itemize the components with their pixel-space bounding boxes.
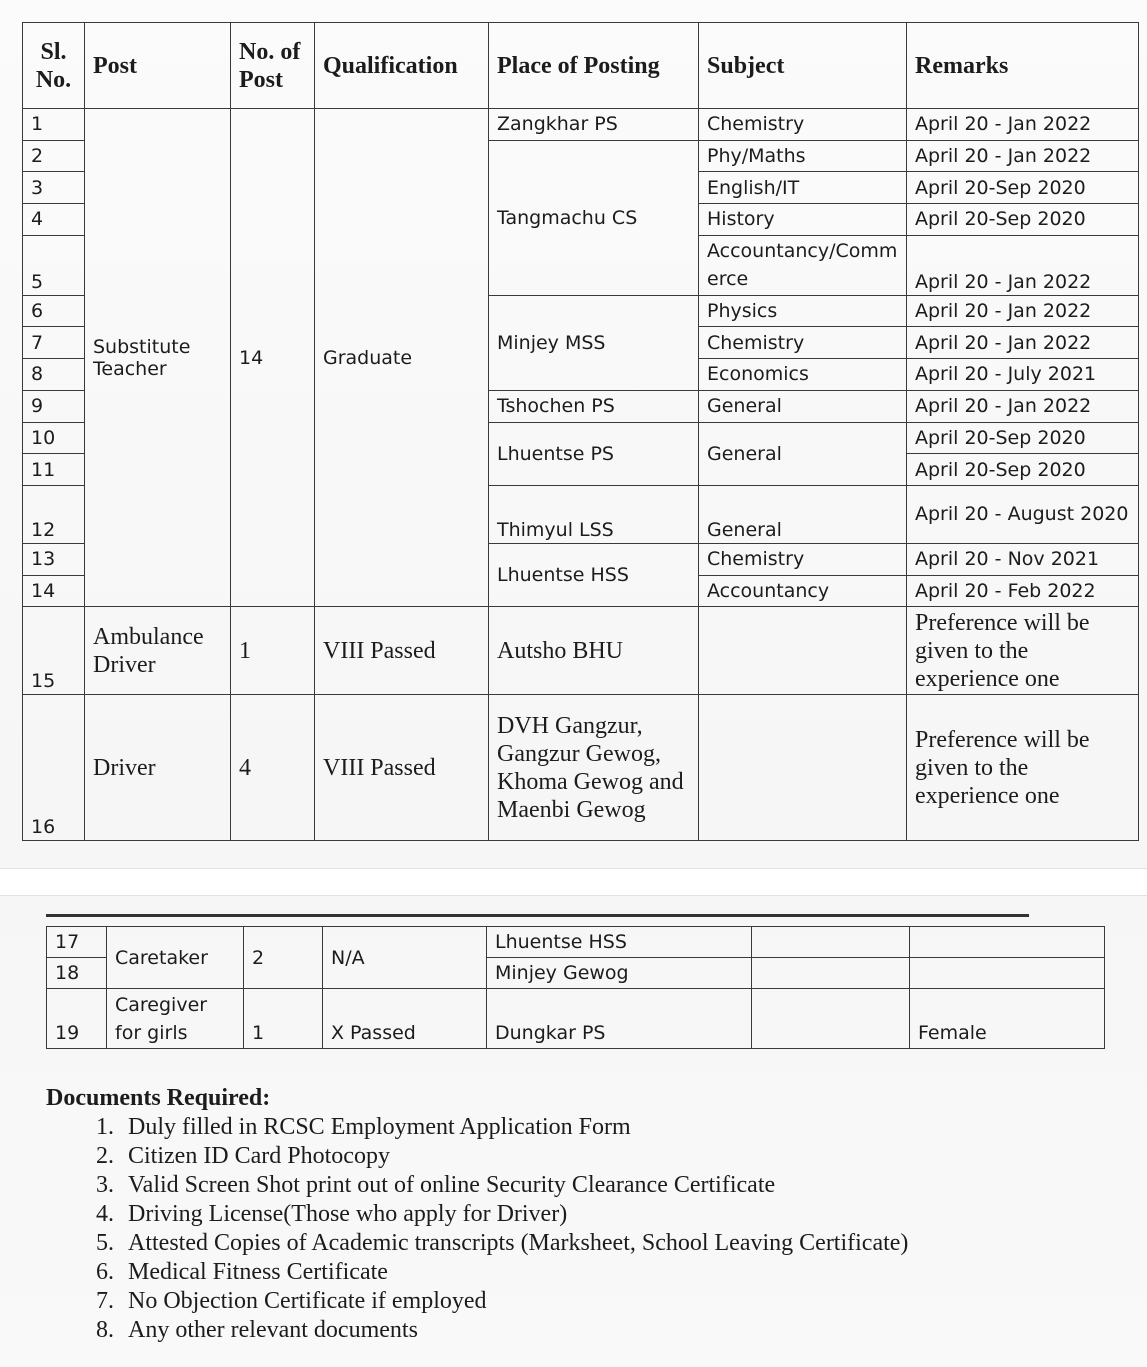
sl-number: 17 bbox=[47, 927, 107, 958]
sl-number: 9 bbox=[23, 390, 85, 422]
remarks-cell: Preference will be given to the experience one bbox=[907, 695, 1139, 841]
remarks-cell: April 20-Sep 2020 bbox=[907, 422, 1139, 454]
place-cell: Zangkhar PS bbox=[489, 109, 699, 141]
table-row bbox=[23, 109, 1139, 141]
post-cell: Caretaker bbox=[107, 927, 244, 989]
sl-number: 2 bbox=[23, 140, 85, 172]
vacancy-table-continued bbox=[46, 926, 1105, 1049]
place-cell: Minjey MSS bbox=[489, 295, 699, 390]
list-item: 3. Valid Screen Shot print out of online Security Clearance Certificate bbox=[120, 1171, 908, 1200]
sl-number: 16 bbox=[23, 695, 85, 841]
header-row bbox=[23, 23, 1139, 109]
no-of-post-cell: 1 bbox=[231, 607, 315, 695]
subject-cell: Accountancy/Commerce bbox=[699, 235, 907, 295]
table-row bbox=[47, 927, 1105, 958]
table-row bbox=[23, 607, 1139, 695]
remarks-cell: April 20 - July 2021 bbox=[907, 359, 1139, 391]
list-item: 4. Driving License(Those who apply for Driver) bbox=[120, 1200, 908, 1229]
no-of-post-cell: 4 bbox=[231, 695, 315, 841]
header-place: Place of Posting bbox=[489, 23, 699, 109]
sl-number: 19 bbox=[47, 989, 107, 1049]
vacancy-table bbox=[22, 22, 1139, 841]
sl-number: 13 bbox=[23, 543, 85, 575]
qualification-cell: VIII Passed bbox=[315, 607, 489, 695]
place-cell: Lhuentse PS bbox=[489, 422, 699, 485]
table-row bbox=[47, 989, 1105, 1049]
place-cell: Tshochen PS bbox=[489, 390, 699, 422]
sl-number: 12 bbox=[23, 485, 85, 543]
place-cell: Lhuentse HSS bbox=[489, 543, 699, 606]
header-remarks: Remarks bbox=[907, 23, 1139, 109]
subject-cell: General bbox=[699, 390, 907, 422]
table-row bbox=[23, 695, 1139, 841]
list-item: 1. Duly filled in RCSC Employment Application Form bbox=[120, 1113, 908, 1142]
list-item: 7. No Objection Certificate if employed bbox=[120, 1287, 908, 1316]
header-qualification: Qualification bbox=[315, 23, 489, 109]
sl-number: 4 bbox=[23, 204, 85, 236]
place-cell: Dungkar PS bbox=[487, 989, 752, 1049]
no-of-post-cell: 2 bbox=[244, 927, 323, 989]
remarks-cell: April 20 - Jan 2022 bbox=[907, 140, 1139, 172]
remarks-cell: April 20 - Feb 2022 bbox=[907, 575, 1139, 607]
sl-number: 18 bbox=[47, 958, 107, 989]
subject-cell: History bbox=[699, 204, 907, 236]
header-subject: Subject bbox=[699, 23, 907, 109]
sl-number: 7 bbox=[23, 327, 85, 359]
post-cell: Caregiver for girls bbox=[107, 989, 244, 1049]
remarks-cell: April 20 - Jan 2022 bbox=[907, 235, 1139, 295]
place-cell: Autsho BHU bbox=[489, 607, 699, 695]
remarks-cell bbox=[910, 958, 1105, 989]
sl-number: 5 bbox=[23, 235, 85, 295]
subject-cell: General bbox=[699, 422, 907, 485]
horizontal-rule bbox=[46, 914, 1029, 917]
subject-cell: Economics bbox=[699, 359, 907, 391]
subject-cell: Physics bbox=[699, 295, 907, 327]
place-cell: Minjey Gewog bbox=[487, 958, 752, 989]
list-item: 2. Citizen ID Card Photocopy bbox=[120, 1142, 908, 1171]
remarks-cell bbox=[910, 927, 1105, 958]
header-sl: Sl. No. bbox=[23, 23, 85, 109]
qualification-cell: X Passed bbox=[323, 989, 487, 1049]
list-item: 8. Any other relevant documents bbox=[120, 1316, 908, 1345]
remarks-cell: Preference will be given to the experience one bbox=[907, 607, 1139, 695]
remarks-cell: April 20-Sep 2020 bbox=[907, 172, 1139, 204]
sl-number: 11 bbox=[23, 454, 85, 486]
subject-cell: Chemistry bbox=[699, 109, 907, 141]
sl-number: 6 bbox=[23, 295, 85, 327]
remarks-cell: April 20 - Jan 2022 bbox=[907, 327, 1139, 359]
sl-number: 1 bbox=[23, 109, 85, 141]
sl-number: 3 bbox=[23, 172, 85, 204]
post-cell: Ambulance Driver bbox=[85, 607, 231, 695]
subject-cell: Chemistry bbox=[699, 327, 907, 359]
sl-number: 14 bbox=[23, 575, 85, 607]
subject-cell bbox=[699, 607, 907, 695]
list-item: 5. Attested Copies of Academic transcripts (Marksheet, School Leaving Certificate) bbox=[120, 1229, 908, 1258]
no-of-post-cell: 14 bbox=[231, 109, 315, 607]
remarks-cell: April 20 - Jan 2022 bbox=[907, 109, 1139, 141]
documents-list bbox=[46, 1113, 908, 1345]
subject-cell bbox=[752, 927, 910, 958]
header-post: Post bbox=[85, 23, 231, 109]
remarks-cell: April 20-Sep 2020 bbox=[907, 204, 1139, 236]
place-cell: Tangmachu CS bbox=[489, 140, 699, 295]
sl-number: 10 bbox=[23, 422, 85, 454]
subject-cell bbox=[699, 695, 907, 841]
place-cell: DVH Gangzur, Gangzur Gewog, Khoma Gewog and Maenbi Gewog bbox=[489, 695, 699, 841]
place-cell: Lhuentse HSS bbox=[487, 927, 752, 958]
subject-cell: General bbox=[699, 485, 907, 543]
sl-number: 8 bbox=[23, 359, 85, 391]
subject-cell: Phy/Maths bbox=[699, 140, 907, 172]
post-cell: Driver bbox=[85, 695, 231, 841]
qualification-cell: N/A bbox=[323, 927, 487, 989]
remarks-cell: April 20 - Jan 2022 bbox=[907, 390, 1139, 422]
qualification-cell: Graduate bbox=[315, 109, 489, 607]
remarks-cell: April 20 - Nov 2021 bbox=[907, 543, 1139, 575]
subject-cell: Chemistry bbox=[699, 543, 907, 575]
subject-cell: English/IT bbox=[699, 172, 907, 204]
no-of-post-cell: 1 bbox=[244, 989, 323, 1049]
documents-section bbox=[46, 1084, 908, 1345]
page-separator bbox=[0, 868, 1147, 896]
remarks-cell: April 20 - Jan 2022 bbox=[907, 295, 1139, 327]
subject-cell bbox=[752, 958, 910, 989]
remarks-cell: April 20 - August 2020 bbox=[907, 485, 1139, 543]
place-cell: Thimyul LSS bbox=[489, 485, 699, 543]
remarks-cell: Female bbox=[910, 989, 1105, 1049]
subject-cell bbox=[752, 989, 910, 1049]
qualification-cell: VIII Passed bbox=[315, 695, 489, 841]
subject-cell: Accountancy bbox=[699, 575, 907, 607]
documents-heading: Documents Required: bbox=[46, 1085, 271, 1111]
post-cell: Substitute Teacher bbox=[85, 109, 231, 607]
sl-number: 15 bbox=[23, 607, 85, 695]
remarks-cell: April 20-Sep 2020 bbox=[907, 454, 1139, 486]
header-no-of-post: No. of Post bbox=[231, 23, 315, 109]
list-item: 6. Medical Fitness Certificate bbox=[120, 1258, 908, 1287]
